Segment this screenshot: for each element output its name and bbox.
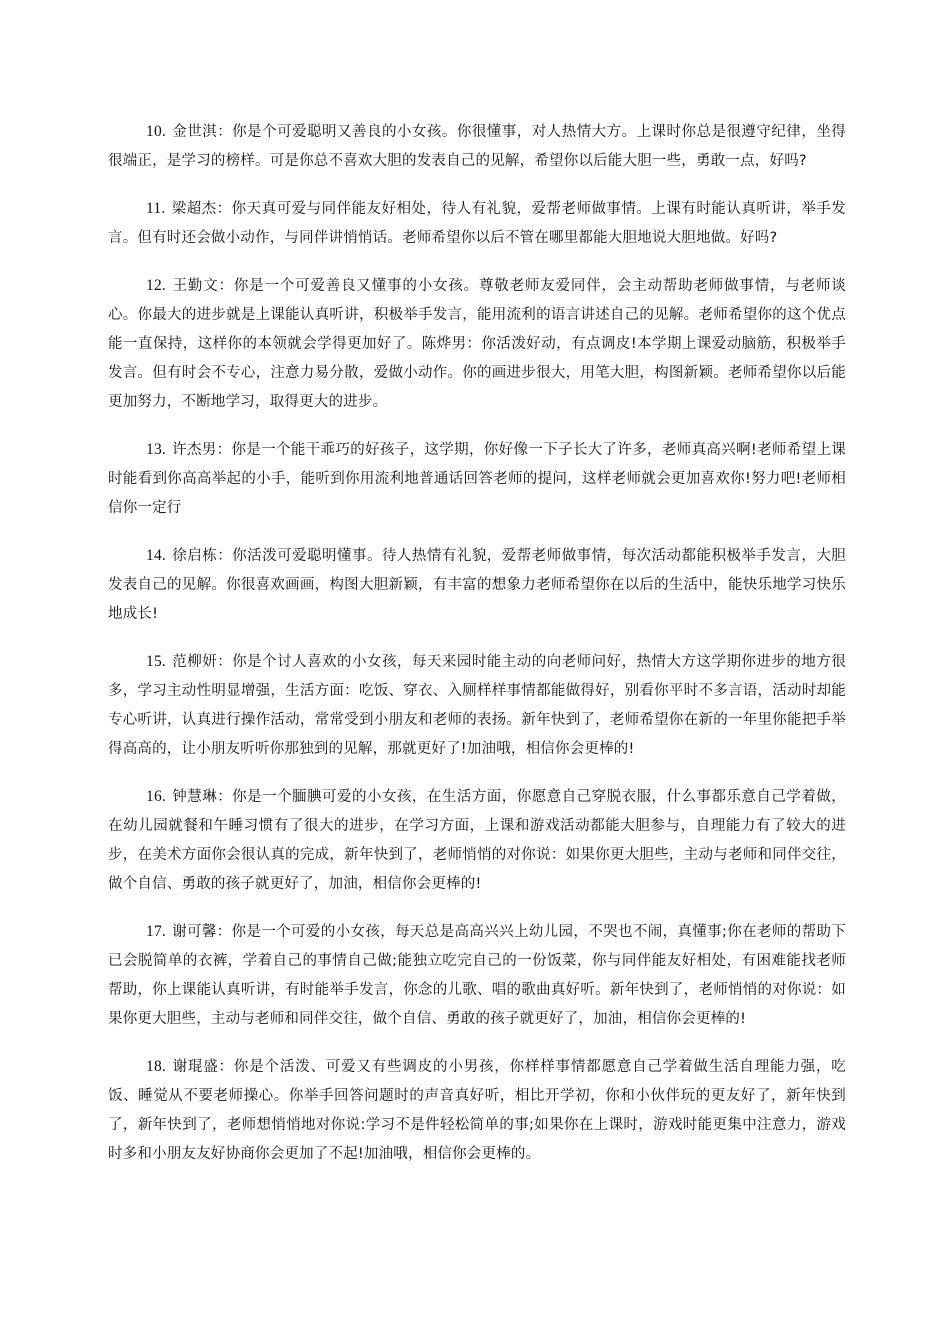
comment-number: 10. [146,123,166,140]
comment-paragraph-15 [108,647,846,764]
comment-text: 谢可馨：你是一个可爱的小女孩，每天总是高高兴兴上幼儿园，不哭也不闹，真懂事;你在老师的帮助下已会脱简单的衣裤，学着自己的事情自己做;能独立吃完自己的一份饭菜，你与同伴能友好相处，有困难能找老师帮助，你上课能认真听讲，有时能举手发言，你念的儿歌、唱的歌曲真好听。新年快到了，老师悄悄的对你说：如果你更大胆些，主动与老师和同伴交往，做个自信、勇敢的孩子就更好了，加油，相信你会更棒的! [108,924,846,1027]
comment-text: 梁超杰：你天真可爱与同伴能友好相处，待人有礼貌，爱帮老师做事情。上课有时能认真听讲，举手发言。但有时还会做小动作，与同伴讲悄悄话。老师希望你以后不管在哪里都能大胆地说大胆地做。好吗? [108,201,846,246]
comment-paragraph-16 [108,782,846,899]
comment-text: 范柳妍：你是个讨人喜欢的小女孩，每天来园时能主动的向老师问好，热情大方这学期你进步的地方很多，学习主动性明显增强，生活方面：吃饭、穿衣、入厕样样事情都能做得好，别看你平时不多言语，活动时却能专心听讲，认真进行操作活动，常常受到小朋友和老师的表扬。新年快到了，老师希望你在新的一年里你能把手举得高高的，让小朋友听听你那独到的见解，那就更好了!加油哦，相信你会更棒的! [108,654,846,757]
comment-text: 徐启栋：你活泼可爱聪明懂事。待人热情有礼貌，爱帮老师做事情，每次活动都能积极举手发言，大胆发表自己的见解。你很喜欢画画，构图大胆新颖，有丰富的想象力老师希望你在以后的生活中，能快乐地学习快乐地成长! [108,548,846,622]
comment-paragraph-17 [108,917,846,1034]
comment-number: 18. [146,1058,166,1075]
comment-paragraph-13 [108,435,846,523]
comment-paragraph-14 [108,541,846,629]
comment-paragraph-11 [108,194,846,253]
comment-paragraph-12 [108,271,846,417]
comment-number: 14. [146,547,166,564]
document-page [108,117,846,1187]
comment-number: 12. [146,277,166,294]
comment-paragraph-18 [108,1052,846,1169]
comment-text: 王勤文：你是一个可爱善良又懂事的小女孩。尊敬老师友爱同伴，会主动帮助老师做事情，与老师谈心。你最大的进步就是上课能认真听讲，积极举手发言，能用流利的语言讲述自己的见解。老师希望你的这个优点能一直保持，这样你的本领就会学得更加好了。陈烨男：你活泼好动，有点调皮!本学期上课爱动脑筋，积极举手发言。但有时会不专心，注意力易分散，爱做小动作。你的画进步很大，用笔大胆，构图新颖。老师希望你以后能更加努力，不断地学习，取得更大的进步。 [108,278,846,410]
comment-number: 13. [146,441,166,458]
comment-text: 金世淇：你是个可爱聪明又善良的小女孩。你很懂事，对人热情大方。上课时你总是很遵守纪律，坐得很端正，是学习的榜样。可是你总不喜欢大胆的发表自己的见解，希望你以后能大胆一些，勇敢一点，好吗? [108,124,846,169]
comment-number: 17. [146,923,166,940]
comment-text: 许杰男：你是一个能干乖巧的好孩子，这学期，你好像一下子长大了许多，老师真高兴啊!老师希望上课时能看到你高高举起的小手，能听到你用流利地普通话回答老师的提问，这样老师就会更加喜欢你!努力吧!老师相信你一定行 [108,442,846,516]
comment-paragraph-10 [108,117,846,176]
comment-number: 15. [146,653,166,670]
comment-text: 钟慧琳：你是一个腼腆可爱的小女孩，在生活方面，你愿意自己穿脱衣服，什么事都乐意自己学着做，在幼儿园就餐和午睡习惯有了很大的进步，在学习方面，上课和游戏活动都能大胆参与，自理能力有了较大的进步，在美术方面你会很认真的完成，新年快到了，老师悄悄的对你说：如果你更大胆些，主动与老师和同伴交往，做个自信、勇敢的孩子就更好了，加油，相信你会更棒的! [108,789,846,892]
comment-number: 11. [146,200,166,217]
comment-text: 谢琨盛：你是个活泼、可爱又有些调皮的小男孩，你样样事情都愿意自己学着做生活自理能力强，吃饭、睡觉从不要老师操心。你举手回答问题时的声音真好听，相比开学初，你和小伙伴玩的更友好了，新年快到了，新年快到了，老师想悄悄地对你说:学习不是件轻松简单的事;如果你在上课时，游戏时能更集中注意力，游戏时多和小朋友友好协商你会更加了不起!加油哦，相信你会更棒的。 [108,1059,846,1162]
comment-number: 16. [146,788,166,805]
